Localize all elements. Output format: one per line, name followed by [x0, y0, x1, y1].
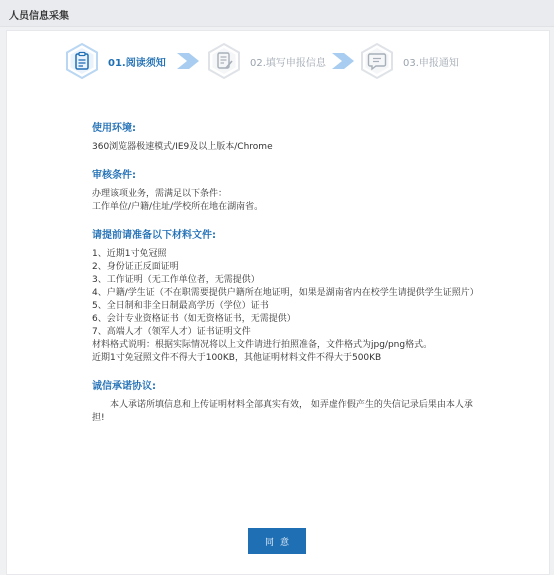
section-line: 办理该项业务，需满足以下条件：: [92, 189, 228, 199]
promise-text: 本人承诺所填信息和上传证明材料全部真实有效， 如弄虚作假产生的失信记录后果由本人承担!: [92, 400, 473, 423]
step-label: 03.申报通知: [403, 57, 459, 69]
size-note: 近期1寸免冠照文件不得大于100KB，其他证明材料文件不得大于500KB: [92, 353, 382, 363]
section-audit: [92, 166, 477, 214]
step-indicator: [7, 31, 551, 97]
list-item: 2、身份证正反面证明: [92, 262, 179, 272]
section-line: 360浏览器极速模式/IE9及以上版本/Chrome: [92, 142, 273, 152]
section-title: 诚信承诺协议:: [92, 381, 156, 392]
step-read-notice: [63, 41, 166, 81]
edit-form-icon: [205, 42, 243, 80]
section-environment: [92, 119, 477, 154]
message-icon: [358, 42, 396, 80]
header-title: 人员信息采集: [9, 11, 69, 22]
section-title: 审核条件:: [92, 170, 136, 181]
step-label: 01.阅读须知: [108, 57, 166, 69]
step-label: 02.填写申报信息: [250, 57, 326, 69]
list-item: 1、近期1寸免冠照: [92, 249, 167, 259]
format-note: 材料格式说明：根据实际情况将以上文件请进行拍照准备，文件格式为jpg/png格式。: [92, 340, 433, 350]
main-panel: [6, 30, 550, 575]
section-promise: [92, 377, 477, 425]
notice-content: [92, 119, 477, 437]
section-title: 请提前请准备以下材料文件:: [92, 230, 216, 241]
list-item: 3、工作证明（无工作单位者，无需提供）: [92, 275, 260, 285]
list-item: 5、全日制和非全日制最高学历（学位）证书: [92, 301, 269, 311]
step-fill-info: [205, 41, 326, 81]
page-header: [0, 0, 554, 27]
chevron-right-icon: [332, 53, 354, 69]
list-item: 7、高端人才（领军人才）证书证明文件: [92, 327, 251, 337]
agree-button[interactable]: 同意: [248, 528, 306, 554]
chevron-right-icon: [177, 53, 199, 69]
section-line: 工作单位/户籍/住址/学校所在地在湖南省。: [92, 202, 264, 212]
list-item: 6、会计专业资格证书（如无资格证书，无需提供）: [92, 314, 296, 324]
step-notification: [358, 41, 459, 81]
section-title: 使用环境:: [92, 123, 136, 134]
clipboard-icon: [63, 42, 101, 80]
list-item: 4、户籍/学生证（不在职需要提供户籍所在地证明，如果是湖南省内在校学生请提供学生证照片）: [92, 288, 479, 298]
section-materials: [92, 226, 477, 365]
